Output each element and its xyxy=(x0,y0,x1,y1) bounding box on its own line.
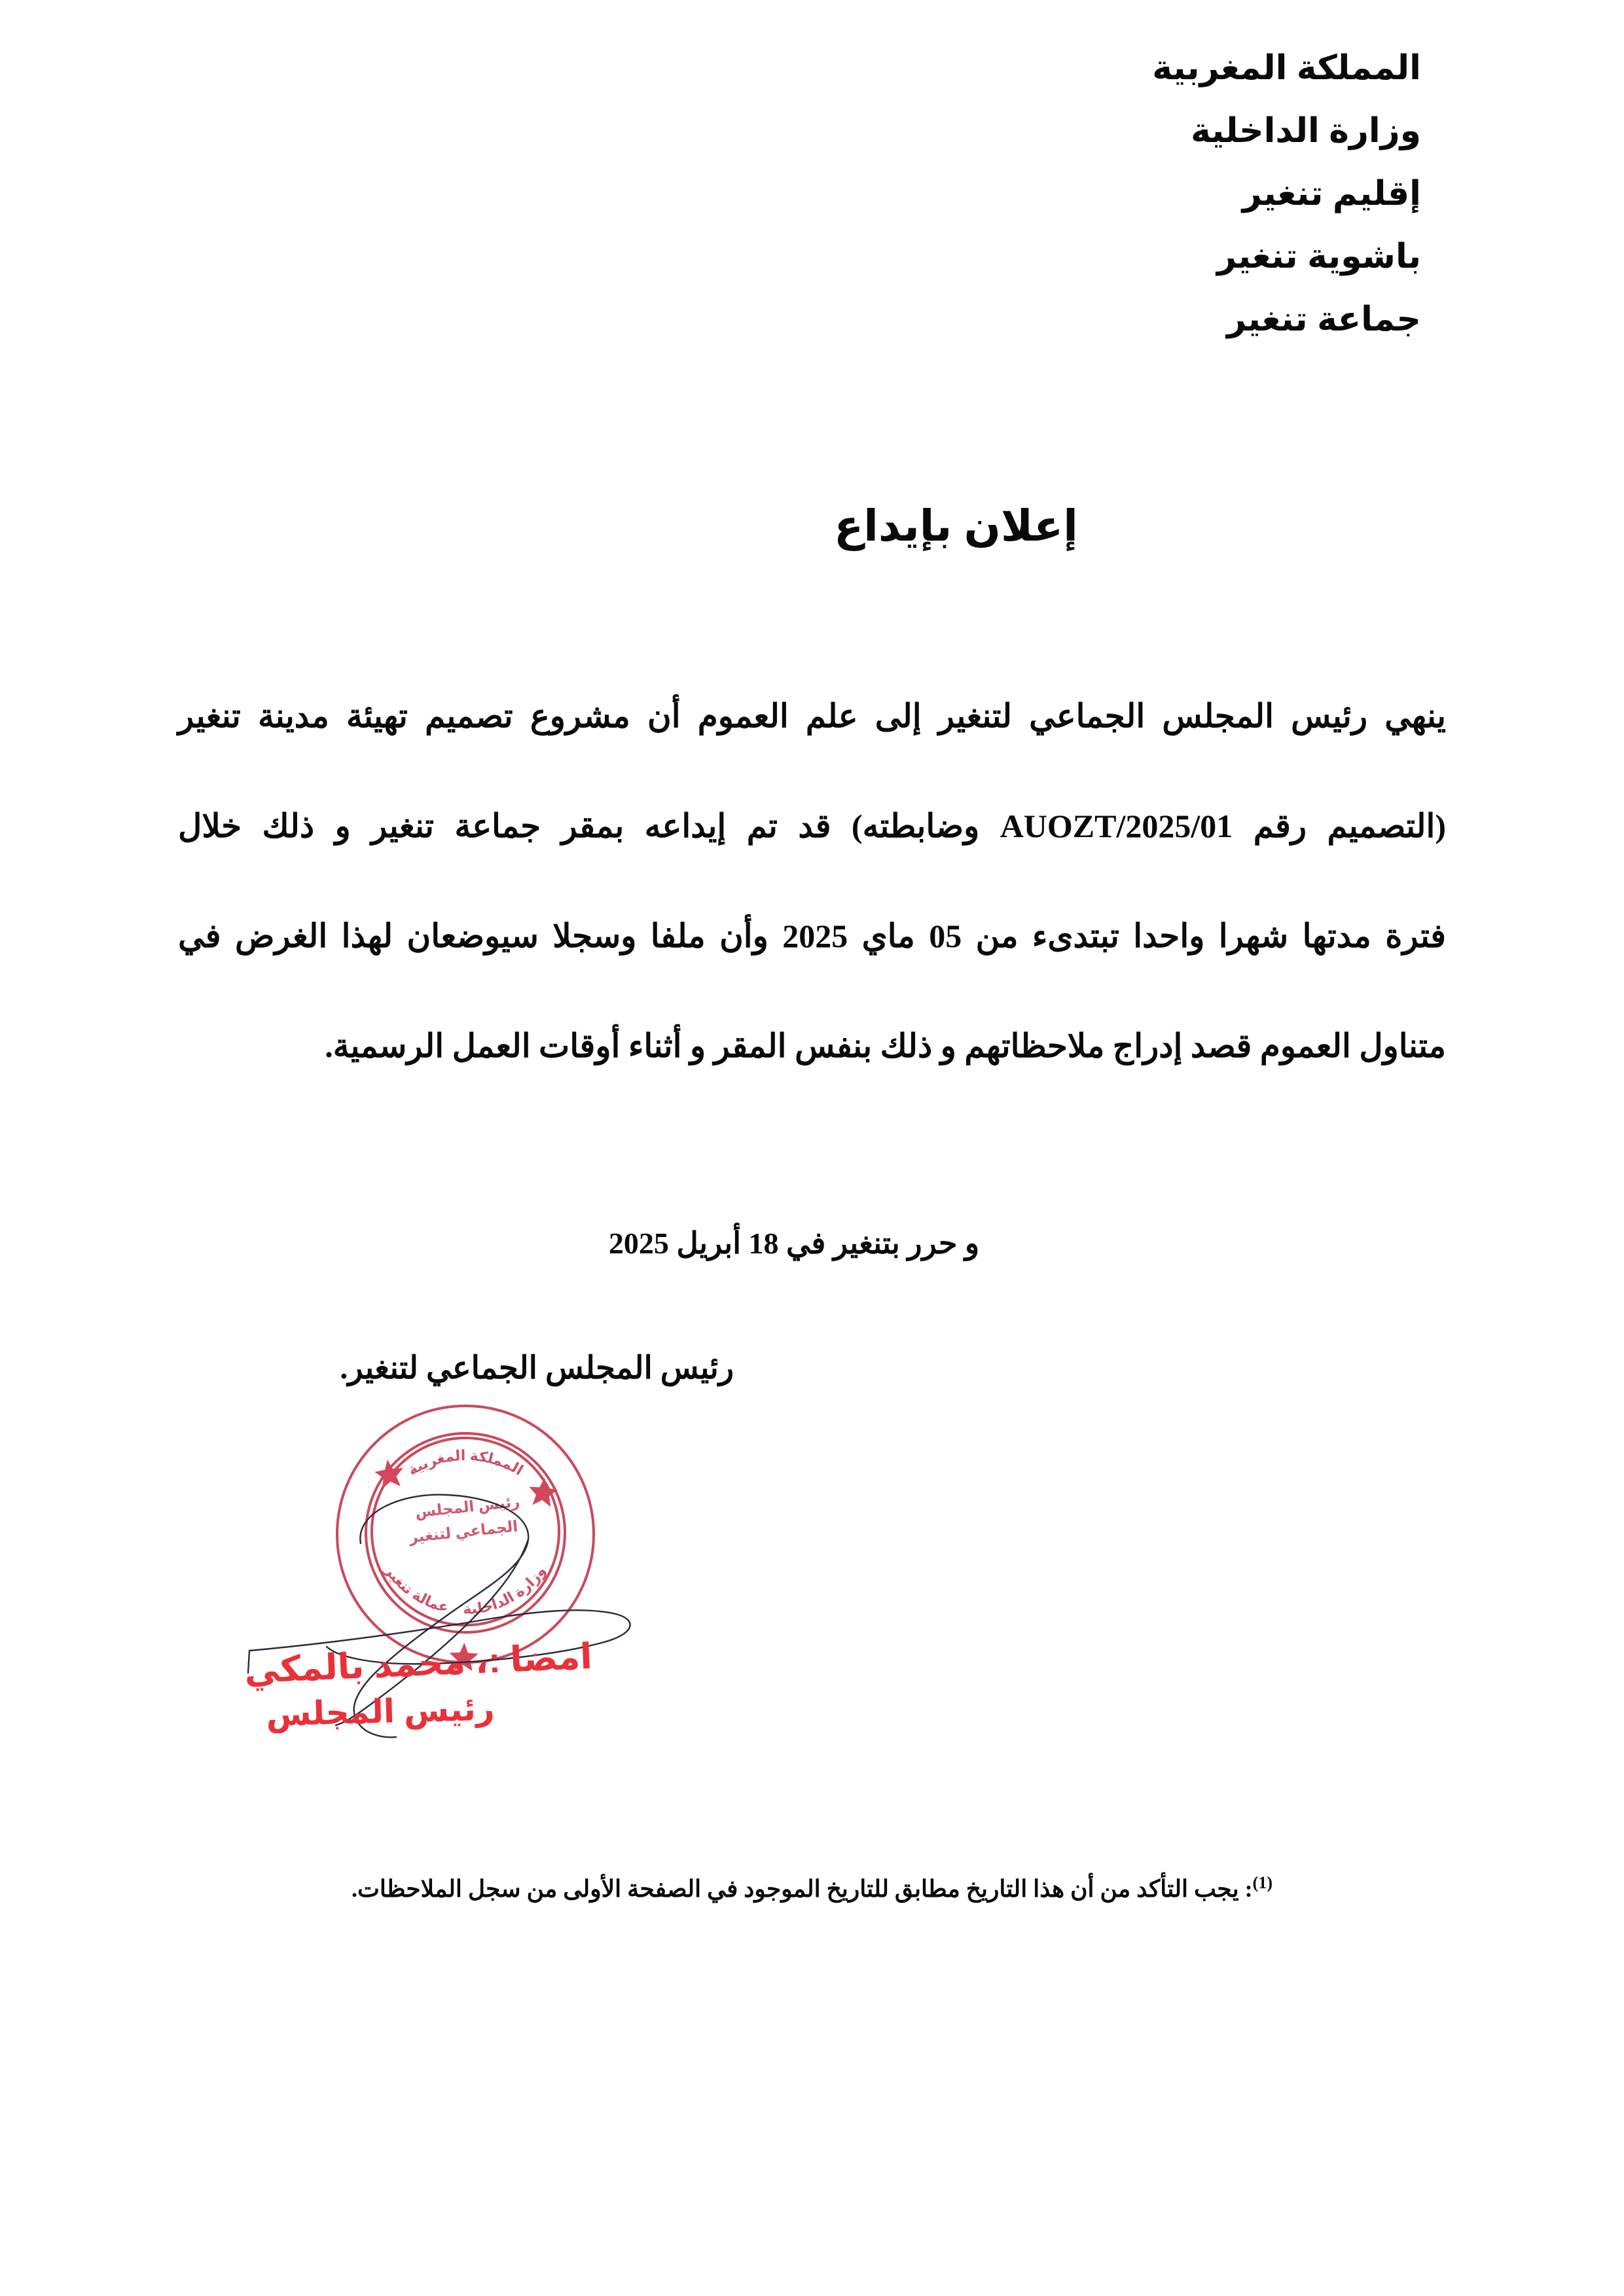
official-seal-icon xyxy=(328,1395,603,1670)
footnote xyxy=(171,1873,1453,1903)
svg-text:المملكة المغربية: المملكة المغربية xyxy=(405,1447,526,1479)
svg-text:عمالة تنغير: عمالة تنغير xyxy=(382,1562,450,1616)
svg-text:الجماعي لتنغير: الجماعي لتنغير xyxy=(408,1517,519,1546)
stamp-and-signature-area xyxy=(244,1388,655,1793)
svg-text:وزارة الداخلية: وزارة الداخلية xyxy=(463,1562,549,1617)
date-line: و حرر بتنغير في 18 أبريل 2025 xyxy=(608,1227,980,1260)
announcement-body xyxy=(178,661,1446,1101)
footnote-text: : يجب التأكد من أن هذا التاريخ مطابق للتاريخ الموجود في الصفحة الأولى من سجل الملاحظات. xyxy=(352,1876,1253,1902)
letterhead-line-commune: جماعة تنغير xyxy=(1226,300,1421,338)
svg-text:رئيس المجلس: رئيس المجلس xyxy=(414,1492,521,1521)
footnote-marker: (1) xyxy=(1252,1873,1272,1892)
letterhead-line-province: إقليم تنغير xyxy=(1242,175,1421,213)
page-title: إعلان بإيداع xyxy=(834,501,1078,550)
body-paragraph-line-3: فترة مدتها شهرا واحدا تبتدىء من 05 ماي 2025 وأن ملفا وسجلا سيوضعان لهذا الغرض في xyxy=(178,918,1447,954)
body-paragraph-line-2: (التصميم رقم 01/AUOZT/2025 وضابطته) قد تم إيداعه بمقر جماعة تنغير و ذلك خلال xyxy=(178,808,1446,844)
ink-signature-role: رئيس المجلس xyxy=(265,1690,496,1733)
letterhead-line-ministry: وزارة الداخلية xyxy=(1191,112,1421,150)
ink-signature-name: امضا :، محمد بالمكي xyxy=(244,1636,593,1691)
letterhead-line-kingdom: المملكة المغربية xyxy=(1152,49,1421,87)
signature-title: رئيس المجلس الجماعي لتنغير. xyxy=(340,1351,734,1386)
letterhead-line-pashalik: باشوية تنغير xyxy=(1217,238,1421,276)
body-paragraph-line-1: ينهي رئيس المجلس الجماعي لتنغير إلى علم العموم أن مشروع تصميم تهيئة مدينة تنغير xyxy=(178,698,1446,734)
body-paragraph-line-4: متناول العموم قصد إدراج ملاحظاتهم و ذلك بنفس المقر و أثناء أوقات العمل الرسمية. xyxy=(325,1028,1446,1064)
letterhead xyxy=(832,51,1421,336)
